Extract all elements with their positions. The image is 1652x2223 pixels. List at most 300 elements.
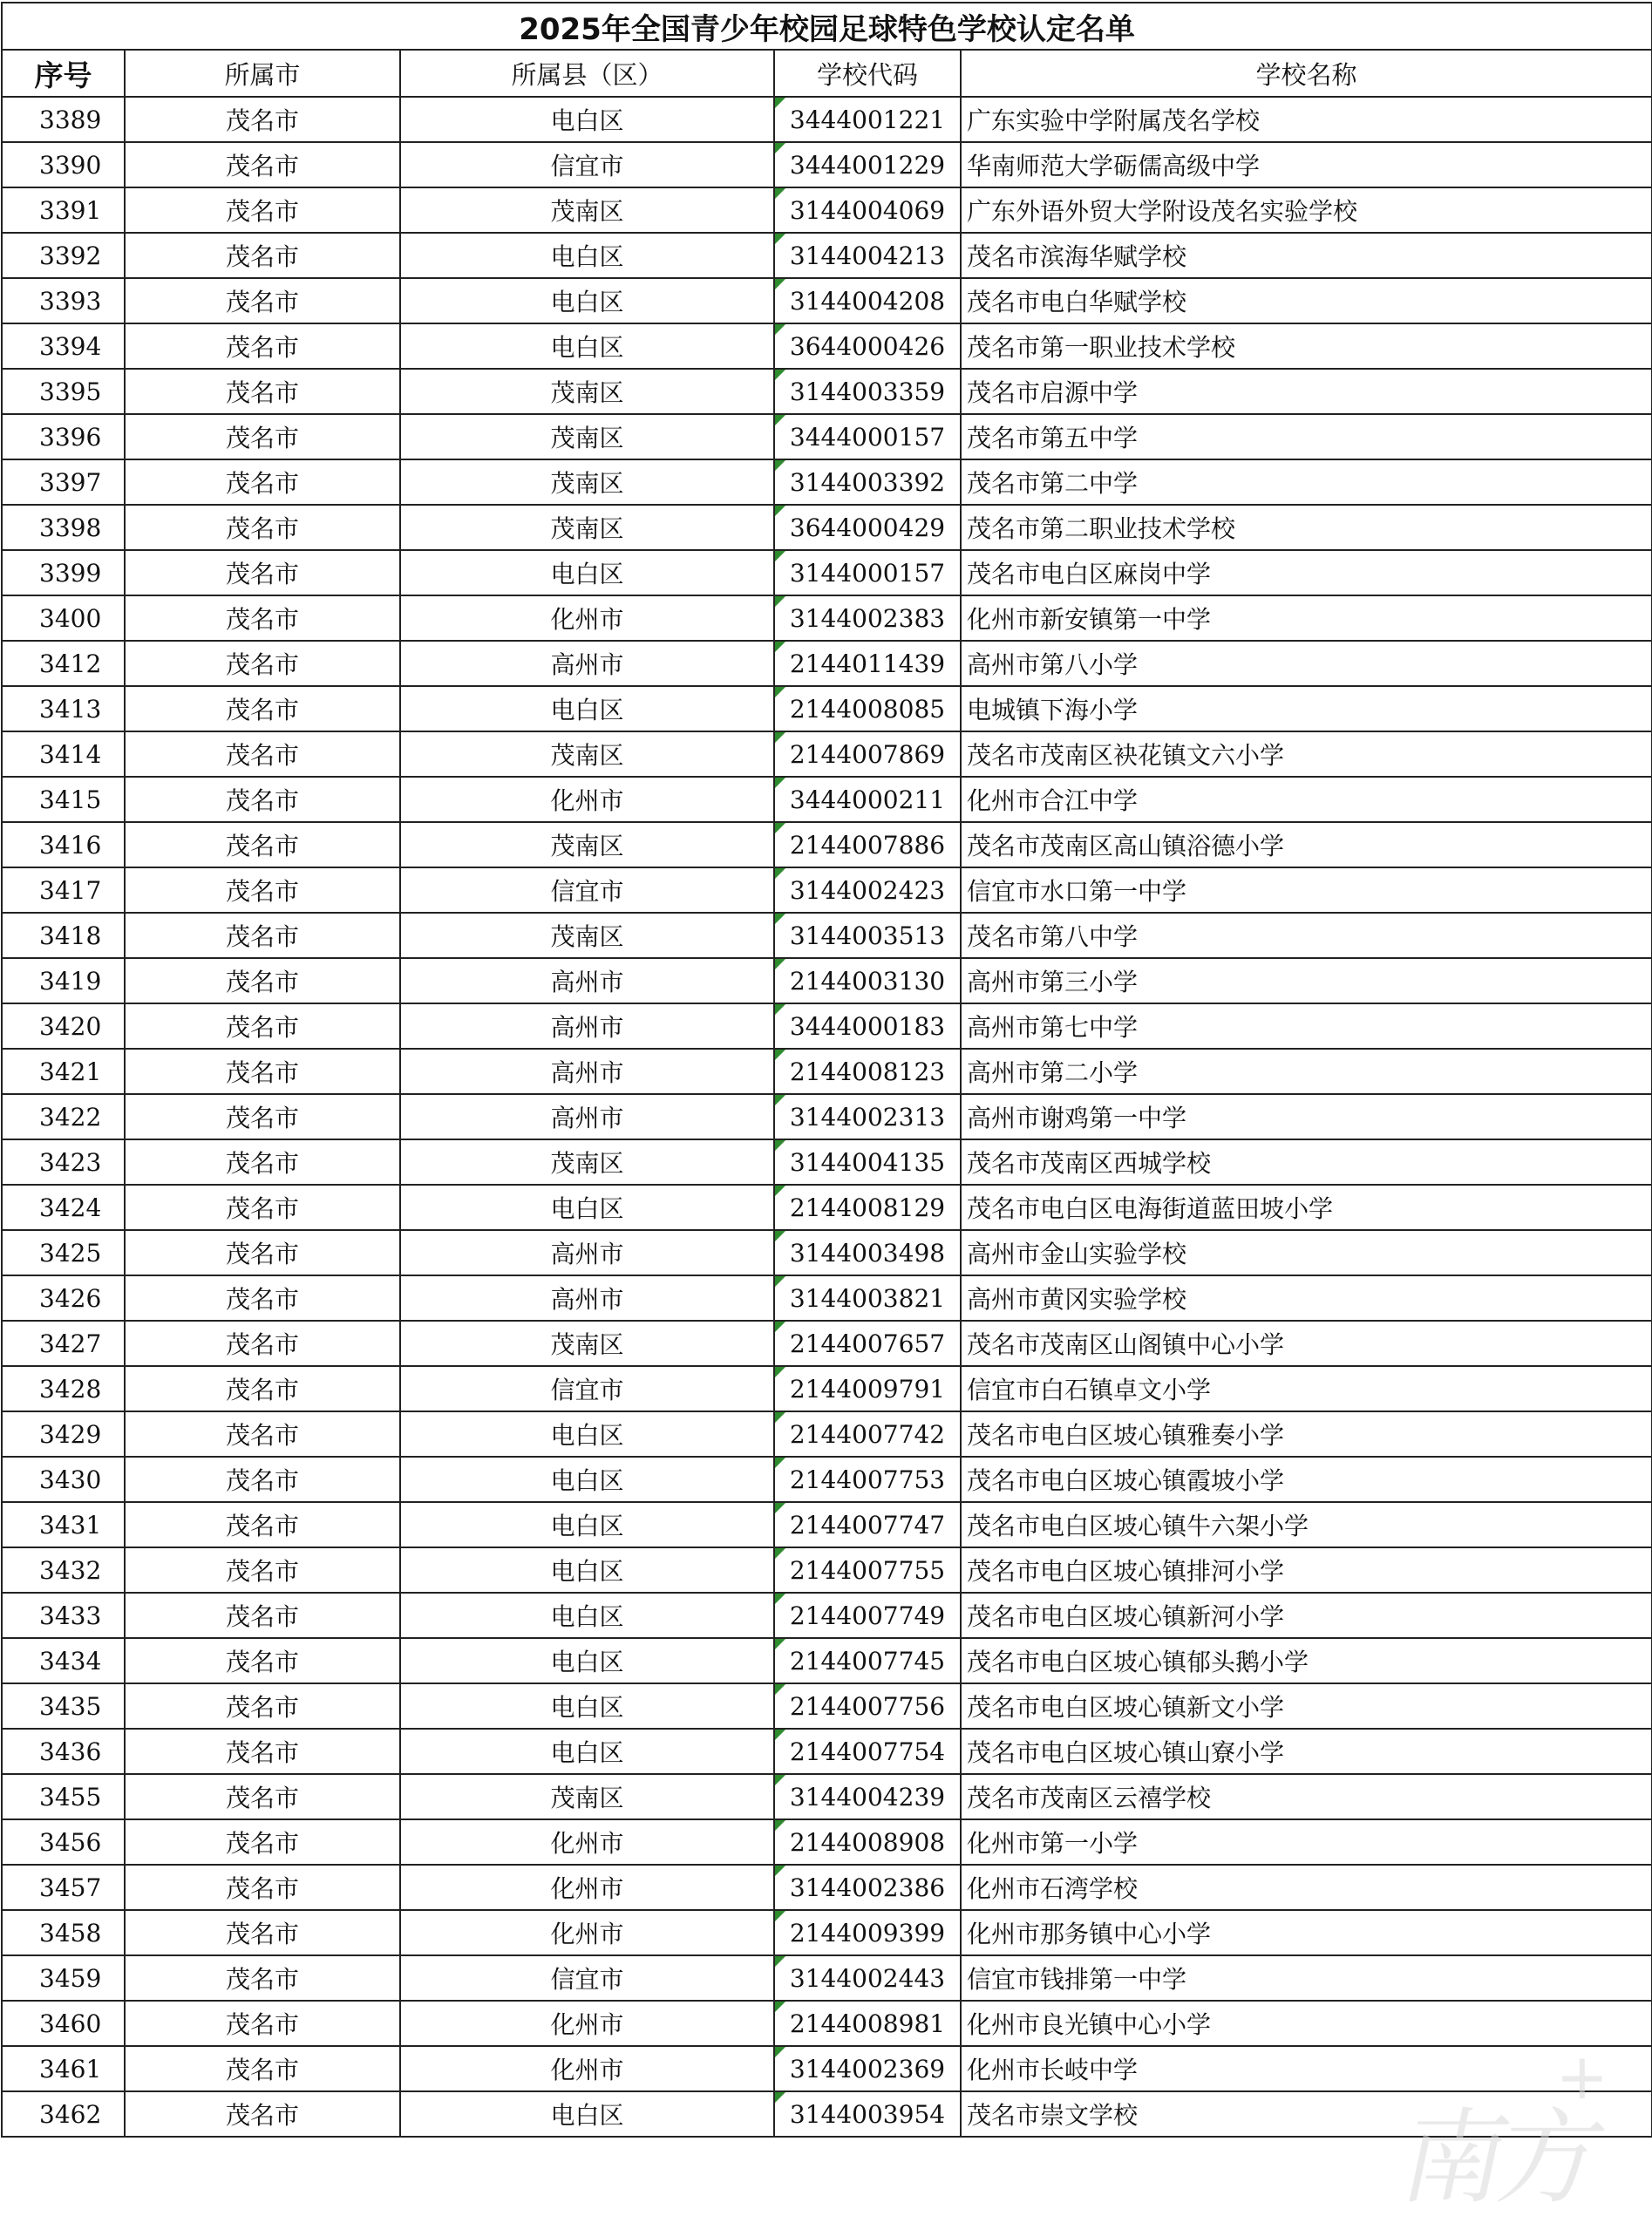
table-row [2, 1094, 1652, 1139]
cell-note-marker-icon [775, 1050, 785, 1060]
cell-index: 3394 [2, 323, 125, 369]
table-row [2, 1411, 1652, 1457]
table-row [2, 731, 1652, 777]
cell-note-marker-icon [775, 2092, 785, 2103]
cell-school-name: 高州市黄冈实验学校 [961, 1275, 1652, 1321]
cell-school-name: 茂名市茂南区西城学校 [961, 1139, 1652, 1185]
header-school-code: 学校代码 [774, 50, 961, 97]
cell-school-code [774, 97, 961, 142]
cell-school-code [774, 278, 961, 323]
table-row [2, 1638, 1652, 1683]
cell-county: 高州市 [400, 1230, 774, 1275]
cell-index: 3415 [2, 777, 125, 822]
table-row [2, 1139, 1652, 1185]
cell-school-name: 茂名市第二中学 [961, 459, 1652, 505]
cell-county: 化州市 [400, 1865, 774, 1910]
cell-school-name: 茂名市电白区坡心镇山寮小学 [961, 1729, 1652, 1774]
cell-county: 茂南区 [400, 731, 774, 777]
cell-school-code [774, 1185, 961, 1230]
cell-note-marker-icon [775, 279, 785, 289]
table-row [2, 822, 1652, 867]
table-row [2, 867, 1652, 913]
cell-school-code [774, 550, 961, 595]
cell-school-code [774, 686, 961, 731]
table-row [2, 1955, 1652, 2001]
cell-school-name: 茂名市电白区坡心镇霞坡小学 [961, 1457, 1652, 1502]
cell-city: 茂名市 [125, 1411, 400, 1457]
cell-note-marker-icon [775, 1684, 785, 1695]
cell-index: 3422 [2, 1094, 125, 1139]
table-row [2, 641, 1652, 686]
cell-school-code [774, 1865, 961, 1910]
cell-index: 3419 [2, 958, 125, 1003]
cell-school-name: 高州市第二小学 [961, 1049, 1652, 1094]
table-row [2, 369, 1652, 414]
cell-city: 茂名市 [125, 731, 400, 777]
cell-school-code [774, 233, 961, 278]
cell-note-marker-icon [775, 1911, 785, 1921]
cell-school-code [774, 867, 961, 913]
cell-school-code [774, 1275, 961, 1321]
cell-school-name: 化州市石湾学校 [961, 1865, 1652, 1910]
cell-index: 3397 [2, 459, 125, 505]
cell-note-marker-icon [775, 1594, 785, 1604]
cell-county: 高州市 [400, 1094, 774, 1139]
cell-city: 茂名市 [125, 1502, 400, 1547]
school-code-text: 2144007869 [789, 739, 946, 769]
cell-note-marker-icon [775, 1367, 785, 1377]
table-row [2, 595, 1652, 641]
school-list-table [1, 2, 1652, 2138]
cell-county: 电白区 [400, 278, 774, 323]
table-row [2, 1275, 1652, 1321]
cell-school-code [774, 777, 961, 822]
cell-school-name: 茂名市茂南区云禧学校 [961, 1774, 1652, 1819]
school-code-text: 2144011439 [789, 649, 946, 678]
cell-school-code [774, 822, 961, 867]
cell-county: 高州市 [400, 641, 774, 686]
cell-city: 茂名市 [125, 459, 400, 505]
cell-index: 3430 [2, 1457, 125, 1502]
cell-county: 电白区 [400, 2091, 774, 2137]
cell-index: 3421 [2, 1049, 125, 1094]
table-row [2, 97, 1652, 142]
cell-city: 茂名市 [125, 2091, 400, 2137]
school-code-text: 2144007745 [789, 1646, 946, 1676]
cell-index: 3423 [2, 1139, 125, 1185]
cell-county: 化州市 [400, 1910, 774, 1955]
table-row [2, 1865, 1652, 1910]
school-code-text: 3144002443 [789, 1963, 946, 1993]
table-row [2, 1321, 1652, 1366]
cell-school-name: 高州市第八小学 [961, 641, 1652, 686]
cell-school-name: 高州市第三小学 [961, 958, 1652, 1003]
cell-city: 茂名市 [125, 97, 400, 142]
cell-school-name: 茂名市茂南区高山镇浴德小学 [961, 822, 1652, 867]
cell-school-code [774, 142, 961, 187]
cell-school-code [774, 369, 961, 414]
school-code-text: 2144007886 [789, 830, 946, 860]
cell-note-marker-icon [775, 1956, 785, 1967]
cell-index: 3427 [2, 1321, 125, 1366]
cell-county: 电白区 [400, 1638, 774, 1683]
school-code-text: 3144003513 [789, 921, 946, 950]
cell-city: 茂名市 [125, 1683, 400, 1729]
cell-county: 电白区 [400, 1502, 774, 1547]
table-row [2, 1683, 1652, 1729]
table-row [2, 323, 1652, 369]
cell-index: 3433 [2, 1593, 125, 1638]
cell-school-name: 广东外语外贸大学附设茂名实验学校 [961, 187, 1652, 233]
table-row [2, 686, 1652, 731]
cell-county: 茂南区 [400, 505, 774, 550]
cell-city: 茂名市 [125, 686, 400, 731]
cell-city: 茂名市 [125, 1139, 400, 1185]
cell-index: 3396 [2, 414, 125, 459]
header-city: 所属市 [125, 50, 400, 97]
cell-note-marker-icon [775, 188, 785, 199]
school-code-text: 2144007747 [789, 1510, 946, 1540]
cell-index: 3390 [2, 142, 125, 187]
school-code-text: 2144007754 [789, 1737, 946, 1766]
cell-county: 茂南区 [400, 1321, 774, 1366]
cell-school-code [774, 323, 961, 369]
cell-index: 3393 [2, 278, 125, 323]
cell-county: 高州市 [400, 1049, 774, 1094]
cell-note-marker-icon [775, 1231, 785, 1241]
cell-school-name: 茂名市电白区电海街道蓝田坡小学 [961, 1185, 1652, 1230]
cell-index: 3413 [2, 686, 125, 731]
cell-school-code [774, 731, 961, 777]
cell-county: 高州市 [400, 1003, 774, 1049]
cell-school-name: 华南师范大学砺儒高级中学 [961, 142, 1652, 187]
cell-school-code [774, 1638, 961, 1683]
cell-index: 3458 [2, 1910, 125, 1955]
school-code-text: 3144004239 [789, 1782, 946, 1812]
cell-school-name: 茂名市崇文学校 [961, 2091, 1652, 2137]
cell-city: 茂名市 [125, 913, 400, 958]
cell-county: 茂南区 [400, 414, 774, 459]
cell-school-code [774, 1139, 961, 1185]
cell-note-marker-icon [775, 98, 785, 108]
cell-note-marker-icon [775, 1639, 785, 1649]
cell-school-code [774, 1729, 961, 1774]
cell-note-marker-icon [775, 551, 785, 561]
cell-school-name: 信宜市水口第一中学 [961, 867, 1652, 913]
cell-school-code [774, 414, 961, 459]
cell-county: 化州市 [400, 595, 774, 641]
school-code-text: 3444001229 [789, 150, 946, 180]
cell-county: 电白区 [400, 1729, 774, 1774]
table-row [2, 142, 1652, 187]
cell-school-name: 化州市合江中学 [961, 777, 1652, 822]
cell-note-marker-icon [775, 234, 785, 244]
cell-school-code [774, 1411, 961, 1457]
cell-note-marker-icon [775, 1820, 785, 1831]
school-code-text: 3144004069 [789, 195, 946, 225]
table-row [2, 2001, 1652, 2046]
cell-school-name: 茂名市电白华赋学校 [961, 278, 1652, 323]
cell-school-code [774, 1003, 961, 1049]
cell-school-code [774, 2001, 961, 2046]
table-row [2, 1502, 1652, 1547]
table-title: 2025年全国青少年校园足球特色学校认定名单 [2, 3, 1652, 50]
table-row [2, 550, 1652, 595]
cell-school-code [774, 1094, 961, 1139]
watermark-text: 南方 [1391, 2097, 1609, 2218]
cell-index: 3428 [2, 1366, 125, 1411]
cell-index: 3424 [2, 1185, 125, 1230]
cell-note-marker-icon [775, 959, 785, 969]
cell-city: 茂名市 [125, 1593, 400, 1638]
cell-school-name: 茂名市滨海华赋学校 [961, 233, 1652, 278]
cell-county: 化州市 [400, 777, 774, 822]
school-code-text: 2144008908 [789, 1827, 946, 1857]
cell-note-marker-icon [775, 914, 785, 924]
cell-county: 电白区 [400, 1593, 774, 1638]
cell-school-code [774, 1547, 961, 1593]
cell-note-marker-icon [775, 1730, 785, 1740]
table-row [2, 958, 1652, 1003]
table-row [2, 1230, 1652, 1275]
cell-school-code [774, 1593, 961, 1638]
cell-county: 电白区 [400, 1185, 774, 1230]
cell-index: 3398 [2, 505, 125, 550]
cell-school-name: 高州市谢鸡第一中学 [961, 1094, 1652, 1139]
cell-county: 茂南区 [400, 369, 774, 414]
header-county: 所属县（区） [400, 50, 774, 97]
cell-county: 信宜市 [400, 867, 774, 913]
cell-city: 茂名市 [125, 1094, 400, 1139]
cell-city: 茂名市 [125, 550, 400, 595]
cell-school-code [774, 1955, 961, 2001]
cell-note-marker-icon [775, 2047, 785, 2057]
table-row [2, 1366, 1652, 1411]
cell-county: 电白区 [400, 1683, 774, 1729]
cell-note-marker-icon [775, 732, 785, 743]
table-row [2, 913, 1652, 958]
school-code-text: 2144007742 [789, 1419, 946, 1449]
cell-index: 3460 [2, 2001, 125, 2046]
cell-school-name: 电城镇下海小学 [961, 686, 1652, 731]
watermark-plus: + [1555, 2040, 1608, 2113]
cell-note-marker-icon [775, 415, 785, 425]
cell-note-marker-icon [775, 1004, 785, 1015]
cell-index: 3412 [2, 641, 125, 686]
school-code-text: 2144008129 [789, 1193, 946, 1222]
cell-index: 3459 [2, 1955, 125, 2001]
cell-note-marker-icon [775, 1095, 785, 1105]
cell-school-name: 茂名市电白区坡心镇雅奏小学 [961, 1411, 1652, 1457]
cell-school-name: 茂名市电白区坡心镇牛六架小学 [961, 1502, 1652, 1547]
cell-note-marker-icon [775, 778, 785, 788]
school-code-text: 2144008981 [789, 2009, 946, 2038]
cell-city: 茂名市 [125, 1230, 400, 1275]
cell-note-marker-icon [775, 506, 785, 516]
cell-index: 3434 [2, 1638, 125, 1683]
cell-county: 茂南区 [400, 1139, 774, 1185]
cell-note-marker-icon [775, 143, 785, 153]
school-code-text: 2144007756 [789, 1691, 946, 1721]
header-school-name: 学校名称 [961, 50, 1652, 97]
cell-city: 茂名市 [125, 2046, 400, 2091]
table-row [2, 1049, 1652, 1094]
cell-note-marker-icon [775, 1186, 785, 1196]
cell-school-name: 茂名市茂南区山阁镇中心小学 [961, 1321, 1652, 1366]
cell-school-name: 广东实验中学附属茂名学校 [961, 97, 1652, 142]
cell-city: 茂名市 [125, 369, 400, 414]
cell-school-name: 化州市良光镇中心小学 [961, 2001, 1652, 2046]
cell-county: 电白区 [400, 97, 774, 142]
cell-school-name: 茂名市电白区坡心镇郁头鹅小学 [961, 1638, 1652, 1683]
header-row [2, 50, 1652, 97]
school-code-text: 3144002313 [789, 1102, 946, 1132]
cell-note-marker-icon [775, 324, 785, 335]
cell-county: 信宜市 [400, 1366, 774, 1411]
cell-county: 茂南区 [400, 1774, 774, 1819]
table-body [2, 97, 1652, 2137]
cell-note-marker-icon [775, 370, 785, 380]
cell-county: 化州市 [400, 1819, 774, 1865]
cell-school-name: 信宜市钱排第一中学 [961, 1955, 1652, 2001]
cell-city: 茂名市 [125, 323, 400, 369]
cell-city: 茂名市 [125, 1819, 400, 1865]
cell-school-name: 茂名市茂南区袂花镇文六小学 [961, 731, 1652, 777]
cell-city: 茂名市 [125, 1774, 400, 1819]
cell-note-marker-icon [775, 642, 785, 652]
cell-index: 3417 [2, 867, 125, 913]
cell-school-name: 化州市长岐中学 [961, 2046, 1652, 2091]
cell-index: 3399 [2, 550, 125, 595]
cell-city: 茂名市 [125, 1321, 400, 1366]
school-code-text: 2144007753 [789, 1465, 946, 1494]
school-code-text: 3144003392 [789, 467, 946, 497]
cell-note-marker-icon [775, 1775, 785, 1785]
cell-school-code [774, 2046, 961, 2091]
cell-county: 茂南区 [400, 187, 774, 233]
cell-school-name: 茂名市第八中学 [961, 913, 1652, 958]
table-row [2, 1729, 1652, 1774]
cell-school-code [774, 958, 961, 1003]
table-row [2, 278, 1652, 323]
title-row [2, 3, 1652, 50]
table-row [2, 414, 1652, 459]
cell-note-marker-icon [775, 868, 785, 879]
cell-index: 3429 [2, 1411, 125, 1457]
school-code-text: 3144004213 [789, 241, 946, 270]
table-row [2, 1774, 1652, 1819]
cell-school-code [774, 459, 961, 505]
school-code-text: 3144002423 [789, 875, 946, 905]
table-row [2, 233, 1652, 278]
header-index: 序号 [2, 50, 125, 97]
cell-index: 3431 [2, 1502, 125, 1547]
cell-county: 电白区 [400, 233, 774, 278]
school-code-text: 3644000429 [789, 513, 946, 542]
cell-city: 茂名市 [125, 867, 400, 913]
cell-index: 3426 [2, 1275, 125, 1321]
school-code-text: 3444000183 [789, 1011, 946, 1041]
cell-school-code [774, 1774, 961, 1819]
cell-school-code [774, 913, 961, 958]
cell-note-marker-icon [775, 1866, 785, 1876]
table-row [2, 2046, 1652, 2091]
school-code-text: 3144003954 [789, 2099, 946, 2129]
cell-school-name: 茂名市第一职业技术学校 [961, 323, 1652, 369]
school-code-text: 3144003359 [789, 377, 946, 406]
cell-city: 茂名市 [125, 1955, 400, 2001]
cell-city: 茂名市 [125, 1638, 400, 1683]
table-row [2, 505, 1652, 550]
cell-school-name: 茂名市电白区麻岗中学 [961, 550, 1652, 595]
cell-city: 茂名市 [125, 1547, 400, 1593]
cell-note-marker-icon [775, 1276, 785, 1287]
cell-school-code [774, 1457, 961, 1502]
cell-city: 茂名市 [125, 1185, 400, 1230]
cell-city: 茂名市 [125, 505, 400, 550]
cell-city: 茂名市 [125, 1275, 400, 1321]
cell-index: 3400 [2, 595, 125, 641]
cell-city: 茂名市 [125, 1910, 400, 1955]
school-code-text: 3444000211 [789, 785, 946, 814]
cell-note-marker-icon [775, 1140, 785, 1151]
cell-city: 茂名市 [125, 233, 400, 278]
cell-school-code [774, 1049, 961, 1094]
cell-city: 茂名市 [125, 641, 400, 686]
cell-note-marker-icon [775, 1503, 785, 1513]
cell-index: 3455 [2, 1774, 125, 1819]
school-code-text: 3144002383 [789, 603, 946, 633]
cell-school-name: 高州市金山实验学校 [961, 1230, 1652, 1275]
cell-county: 化州市 [400, 2046, 774, 2091]
school-code-text: 2144007749 [789, 1601, 946, 1630]
cell-city: 茂名市 [125, 1003, 400, 1049]
cell-city: 茂名市 [125, 1366, 400, 1411]
cell-note-marker-icon [775, 1458, 785, 1468]
cell-county: 信宜市 [400, 142, 774, 187]
cell-index: 3389 [2, 97, 125, 142]
table-row [2, 1185, 1652, 1230]
cell-school-code [774, 1819, 961, 1865]
school-code-text: 3144000157 [789, 558, 946, 588]
school-code-text: 3144003498 [789, 1238, 946, 1268]
cell-note-marker-icon [775, 2002, 785, 2012]
table-row [2, 2091, 1652, 2137]
cell-county: 化州市 [400, 2001, 774, 2046]
cell-county: 高州市 [400, 958, 774, 1003]
cell-school-code [774, 1683, 961, 1729]
cell-school-code [774, 505, 961, 550]
cell-school-code [774, 2091, 961, 2137]
cell-city: 茂名市 [125, 414, 400, 459]
cell-city: 茂名市 [125, 2001, 400, 2046]
cell-index: 3461 [2, 2046, 125, 2091]
cell-note-marker-icon [775, 460, 785, 471]
cell-index: 3391 [2, 187, 125, 233]
school-code-text: 2144007755 [789, 1555, 946, 1585]
cell-city: 茂名市 [125, 1729, 400, 1774]
cell-school-name: 化州市第一小学 [961, 1819, 1652, 1865]
cell-city: 茂名市 [125, 958, 400, 1003]
school-code-text: 2144008123 [789, 1057, 946, 1086]
cell-county: 信宜市 [400, 1955, 774, 2001]
cell-index: 3420 [2, 1003, 125, 1049]
cell-note-marker-icon [775, 596, 785, 607]
table-row [2, 1819, 1652, 1865]
cell-city: 茂名市 [125, 142, 400, 187]
school-code-text: 3144004135 [789, 1147, 946, 1177]
cell-city: 茂名市 [125, 777, 400, 822]
